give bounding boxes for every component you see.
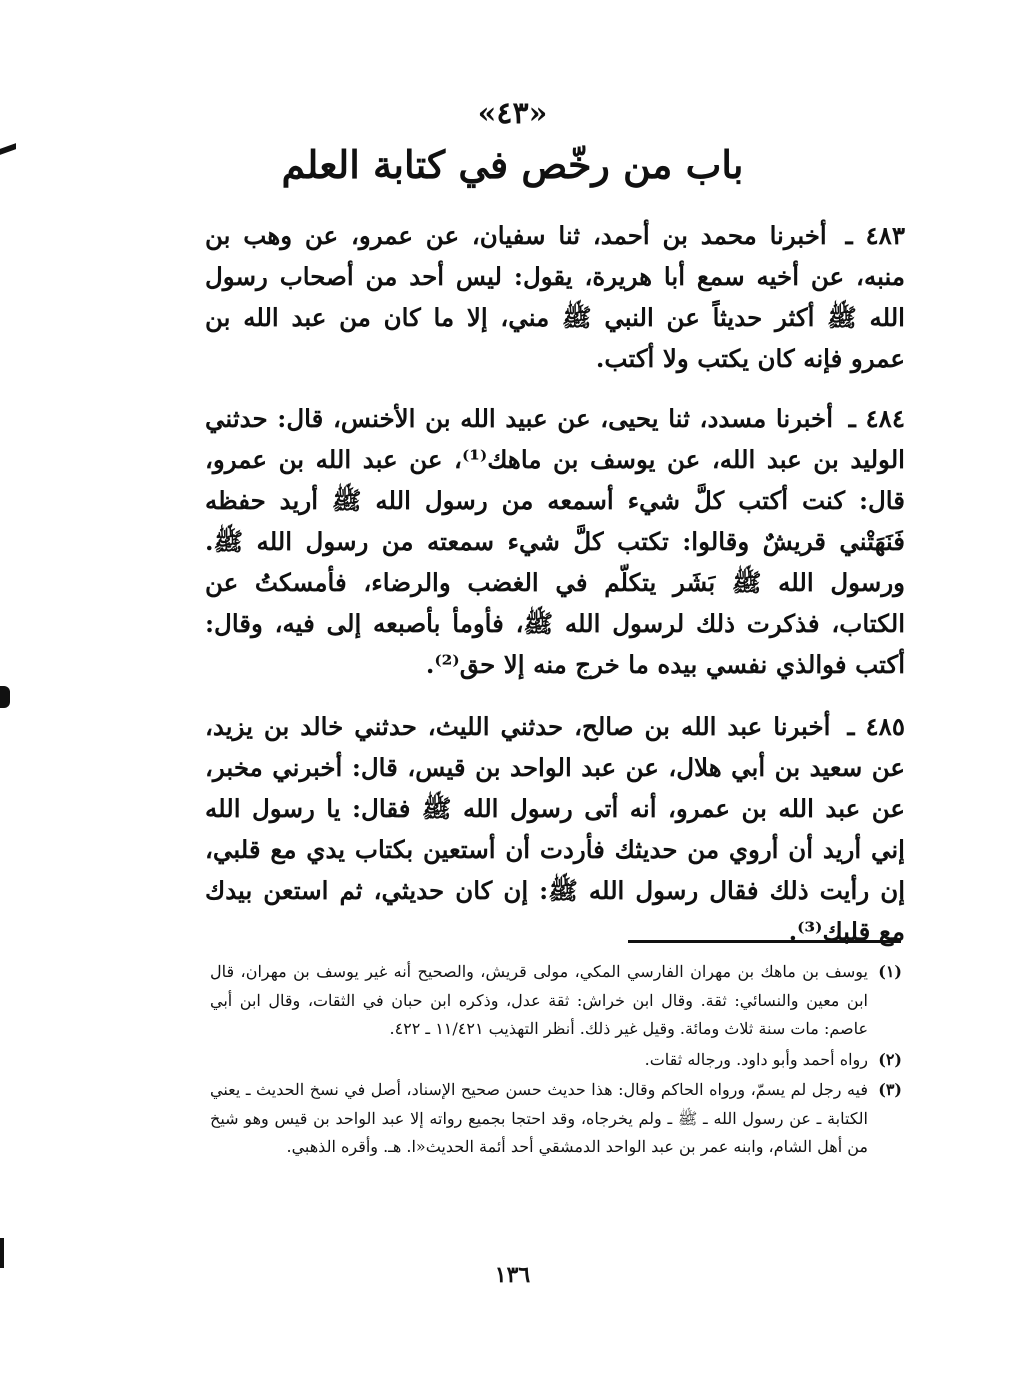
- footnote-text: يوسف بن ماهك بن مهران الفارسي المكي، مولى قريش، والصحيح أنه غير يوسف بن مهران، قال ابن معين والنسائي: ثقة. وقال ابن خراش: ثقة عدل، وذكره ابن حبان في الثقات، وقال ابن أبي عاصم: مات سنة ثلاث ومائة. وقيل غير ذلك. أنظر التهذيب ١١/٤٢١ ـ ٤٢٢.: [210, 962, 868, 1038]
- footnote-number: (١): [878, 962, 902, 981]
- footnote: [210, 958, 902, 1044]
- scan-edge-mark: [0, 686, 10, 708]
- hadith-number: ٤٨٥ ـ: [847, 712, 905, 741]
- chapter-title: باب من رخّص في كتابة العلم: [281, 142, 744, 187]
- footnote-number: (٣): [878, 1080, 902, 1099]
- footnote-text: رواه أحمد وأبو داود. ورجاله ثقات.: [644, 1049, 868, 1069]
- page-number: ١٣٦: [494, 1262, 531, 1288]
- hadith-paragraph: [205, 706, 905, 952]
- footnotes: [210, 958, 902, 1164]
- hadith-text: أخبرنا مسدد، ثنا يحيى، عن عبيد الله بن الأخنس، قال: حدثني الوليد بن عبد الله، عن يوسف بن ماهك⁽¹⁾، عن عبد الله بن عمرو، قال: كنت أكتب كلَّ شيء أسمعه من رسول الله ﷺ أريد حفظه فَنَهَتْني قريشٌ وقالوا: تكتب كلَّ شيء سمعته من رسول الله ﷺ. ورسول الله ﷺ بَشَر يتكلّم في الغضب والرضاء، فأمسكتُ عن الكتاب، فذكرت ذلك لرسول الله ﷺ، فأومأ بأصبعه إلى فيه، وقال: أكتب فوالذي نفسي بيده ما خرج منه إلا حق⁽²⁾.: [205, 404, 905, 679]
- hadith-text: أخبرنا عبد الله بن صالح، حدثني الليث، حدثني خالد بن يزيد، عن سعيد بن أبي هلال، عن عبد الواحد بن قيس، قال: أخبرني مخبر، عن عبد الله بن عمرو، أنه أتى رسول الله ﷺ فقال: يا رسول الله إني أريد أن أروي من حديثك فأردت أن أستعين بكتاب يدي مع قلبي، إن رأيت ذلك فقال رسول الله ﷺ: إن كان حديثي، ثم استعن بيدك مع قلبك⁽³⁾.: [205, 712, 905, 946]
- hadith-paragraph: [205, 215, 905, 379]
- chapter-number: «٤٣»: [477, 96, 548, 131]
- footnote-text: فيه رجل لم يسمّ، ورواه الحاكم وقال: هذا حديث حسن صحيح الإسناد، أصل في نسخ الحديث ـ يعني الكتابة ـ عن رسول الله ـ ﷺ ـ ولم يخرجاه، وقد احتجا بجميع رواته إلا عبد الواحد بن قيس وهو شيخ من أهل الشام، وابنه عمر بن عبد الواحد الدمشقي أحد أئمة الحديث«ا. هـ. وأقره الذهبي.: [210, 1080, 868, 1156]
- footnote: [210, 1076, 902, 1162]
- hadith-text: أخبرنا محمد بن أحمد، ثنا سفيان، عن عمرو، عن وهب بن منبه، عن أخيه سمع أبا هريرة، يقول: ليس أحد من أصحاب رسول الله ﷺ أكثر حديثاً عن النبي ﷺ مني، إلا ما كان من عبد الله بن عمرو فإنه كان يكتب ولا أكتب.: [205, 221, 905, 373]
- hadith-paragraph: [205, 398, 905, 685]
- hadith-number: ٤٨٤ ـ: [848, 404, 905, 433]
- hadith-number: ٤٨٣ ـ: [845, 221, 905, 250]
- footnote-separator: [628, 940, 901, 943]
- footnote-number: (٢): [878, 1049, 902, 1069]
- footnote: [210, 1046, 902, 1075]
